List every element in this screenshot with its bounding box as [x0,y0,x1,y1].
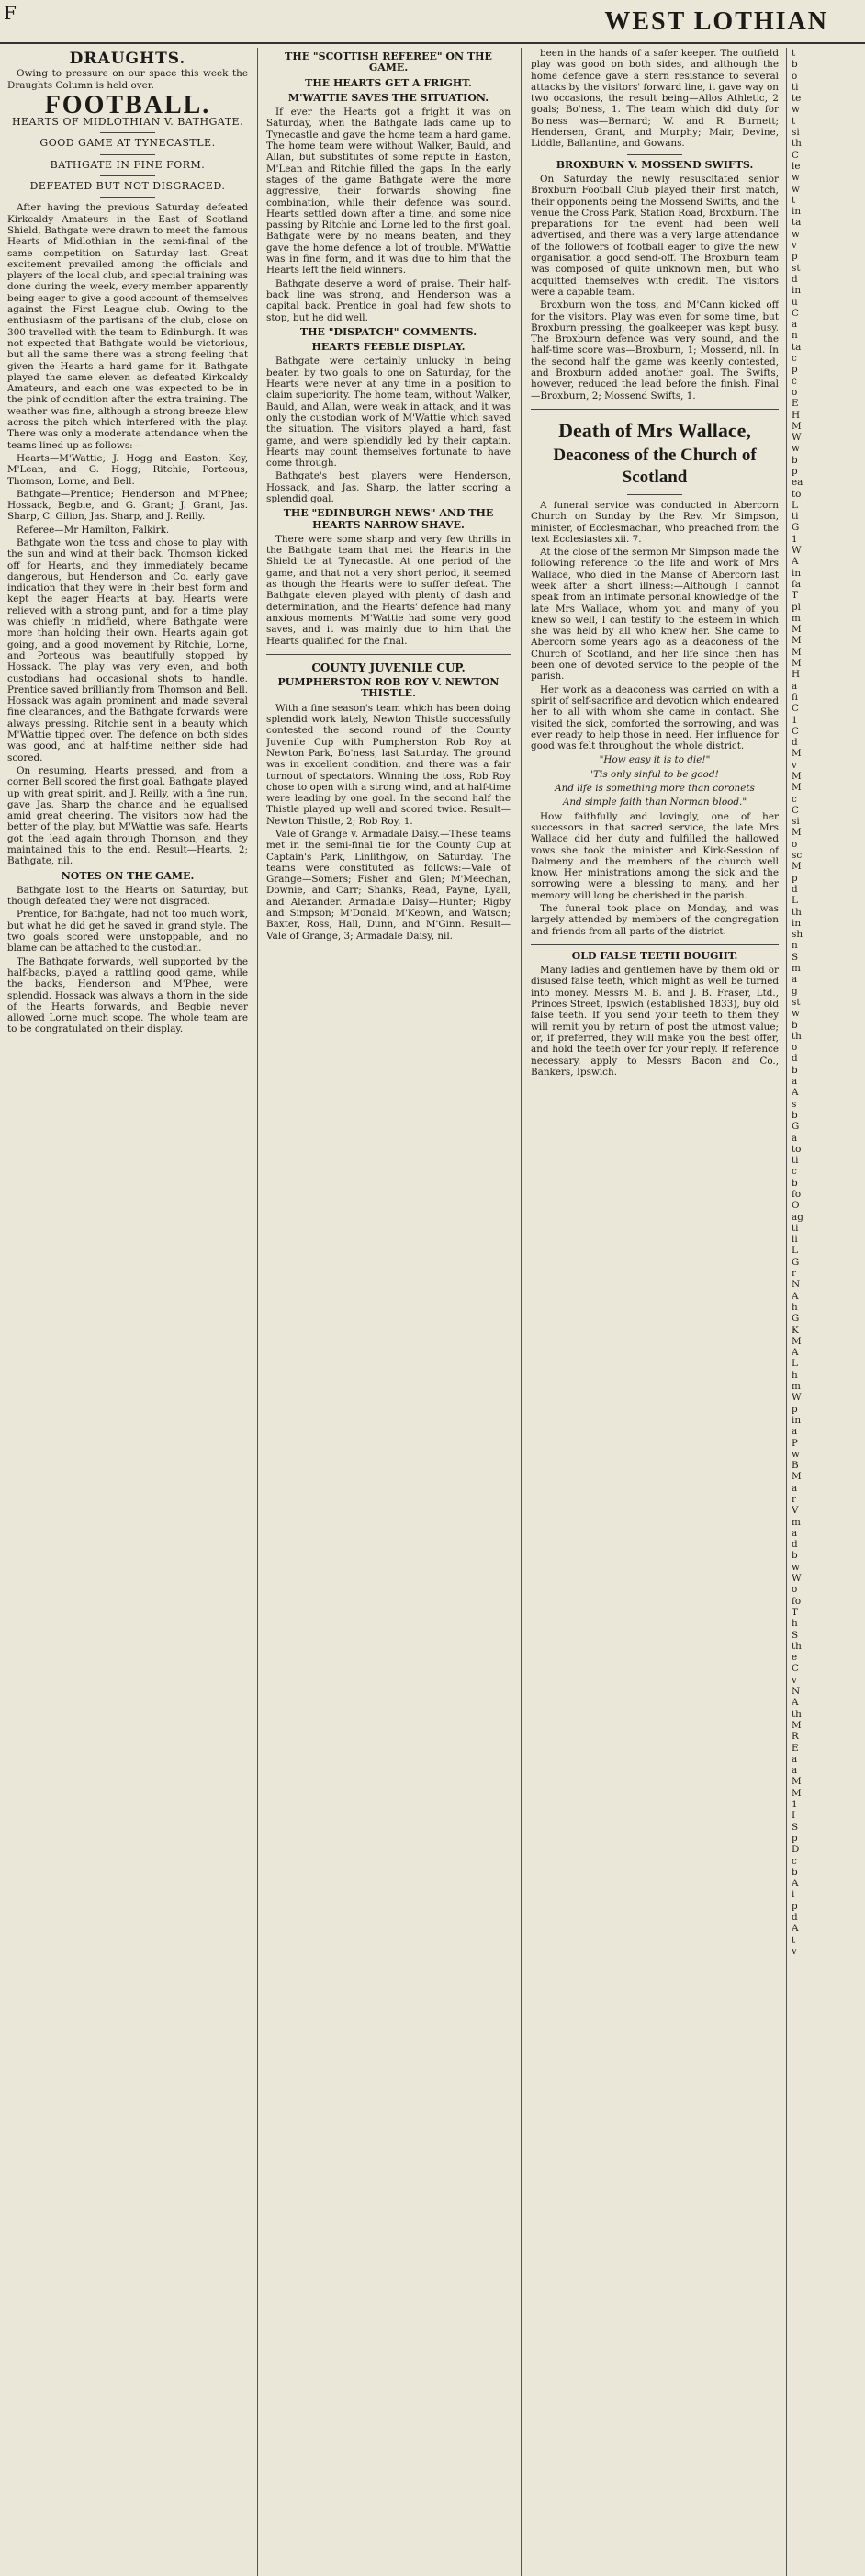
article-paragraph: After having the previous Saturday defeated Kirkcaldy Amateurs in the East of Scotland Shield, Bathgate were drawn to meet the famous Hearts of Midlothian in the semi-final of the same competition on Saturday last. Great excitement prevailed among the officials and players of the local club, and special training was done during the week, every member apparently being eager to give a good account of themselves against the First League club. Owing to the enthusiasm of the partisans of the club, close on 300 travelled with the team to Edinburgh. It was not expected that Bathgate would be victorious, but all the same there was a strong feeling that given the Hearts a hard game for it. Bathgate played the same eleven as defeated Kirkcaldy Amateurs, and each one was expected to be in the pink of condition after the extra training. The weather was fine, although a strong breeze blew across the pitch which interfered with the play. There was only a moderate attendance when the teams lined up as follows:— [7,202,248,451]
cropped-text-fragment: b [792,1177,798,1189]
cropped-text-fragment: a [792,319,798,331]
cropped-text-fragment: o [792,70,798,82]
article-paragraph: With a fine season's team which has been doing splendid work lately, Newton Thistle successfully contested the second round of the County Juvenile Cup with Pumpherston Rob Roy at Newton Park, Bo'ness, last Saturday. The ground was in excellent condition, and there was a fair turnout of spectators. Winning the toss, Rob Roy chose to open with a strong wind, and at half-time were leading by one goal. In the second half the Thistle played up well and scored twice. Result—Newton Thistle, 2; Rob Roy, 1. [266,702,511,827]
cropped-text-fragment: a [792,974,798,986]
cropped-text-fragment: T [792,1606,798,1618]
article-paragraph: The funeral took place on Monday, and was largely attended by members of the congregation and friends from all parts of the district. [531,903,779,937]
divider [627,154,682,155]
cropped-text-fragment: a [792,1132,798,1144]
cropped-text-fragment: H [792,409,801,421]
cropped-text-fragment: 1 [792,714,798,726]
cropped-text-fragment: st [792,996,801,1008]
cropped-text-fragment: C [792,149,799,161]
cropped-text-fragment: a [792,1426,798,1438]
poem-line: 'Tis only sinful to be good! [590,768,719,780]
article-paragraph: Bathgate lost to the Hearts on Saturday, but though defeated they were not disgraced. [7,884,248,908]
cropped-text-fragment: e [792,1652,798,1664]
cropped-text-fragment: a [792,1765,798,1777]
masthead-corner-mark: F [4,2,17,24]
cropped-text-fragment: p [792,364,798,376]
cropped-text-fragment: ag [792,1211,803,1223]
cropped-text-fragment: 1 [792,533,798,545]
cropped-text-fragment: I [792,1810,796,1822]
cropped-text-fragment: W [792,545,802,557]
cropped-text-fragment: w [792,1561,800,1573]
cropped-text-fragment: th [792,906,802,918]
article-paragraph: Hearts—M'Wattie; J. Hogg and Easton; Key, M'Lean, and G. Hogg; Ritchie, Porteous, Thomson, Lorne, and Bell. [7,452,248,487]
article-heading: THE "EDINBURGH NEWS" AND THE HEARTS NARROW SHAVE. [283,507,494,531]
cropped-text-fragment: m [792,612,801,624]
cropped-text-fragment: W [792,432,802,444]
cropped-text-fragment: c [792,375,797,387]
obituary-heading: Death of Mrs Wallace, [558,418,751,442]
article-paragraph: Bathgate—Prentice; Henderson and M'Phee; Hossack, Begbie, and G. Grant; J. Grant, Jas. Sharp, C. Gilion, Jas. Sharp, and J. Reilly. [7,488,248,523]
article-paragraph: On Saturday the newly resuscitated senior Broxburn Football Club played their first match, their opponents being the Mossend Swifts, and the venue the Cross Park, Station Road, Broxburn. The preparations for the event had been well advertised, and there was a very large attendance of the followers of football eager to give the new organisation a good send-off. The Broxburn team was composed of quite unknown men, but who acquitted themselves with credit. The visitors were a capable team. [531,173,779,298]
cropped-text-fragment: p [792,1832,798,1844]
cropped-text-fragment: A [792,1290,799,1302]
cropped-text-fragment: M [792,771,802,782]
cropped-text-fragment: w [792,228,800,240]
cropped-text-fragment: ti [792,1222,799,1234]
cropped-text-fragment: M [792,1787,802,1799]
cropped-text-fragment: m [792,1381,801,1393]
cropped-text-fragment: C [792,804,799,816]
football-heading: FOOTBALL. [44,90,211,119]
cropped-text-fragment: M [792,646,802,658]
cropped-text-fragment: O [792,1200,800,1212]
cropped-text-fragment: L [792,1358,798,1370]
cropped-text-fragment: n [792,330,798,342]
subheading: GOOD GAME AT TYNECASTLE. [39,137,216,150]
cropped-text-fragment: th [792,1708,802,1720]
divider [531,409,779,410]
match-heading: HEARTS OF MIDLOTHIAN V. BATHGATE. [11,116,244,129]
cropped-text-fragment: li [792,1234,798,1246]
obituary-subheading: Deaconess of the Church of Scotland [553,445,757,487]
cropped-text-fragment: m [792,963,801,975]
cropped-text-fragment: w [792,1008,800,1020]
cropped-text-fragment: r [792,1268,796,1280]
cropped-text-fragment: d [792,273,798,285]
cropped-text-fragment: o [792,838,798,850]
cropped-text-fragment: fa [792,578,802,590]
poem-line: And life is something more than coronets [555,783,755,795]
cropped-text-fragment: si [792,127,800,139]
cropped-text-fragment: N [792,1279,801,1291]
cropped-text-fragment: p [792,465,798,477]
masthead [0,0,865,44]
cropped-text-fragment: h [792,1301,798,1313]
cropped-text-fragment: V [792,1505,799,1517]
cropped-text-fragment: a [792,680,798,692]
cropped-text-fragment: w [792,104,800,116]
cropped-text-fragment: N [792,1686,801,1698]
cropped-text-fragment: G [792,1313,800,1325]
cropped-text-fragment: S [792,951,799,963]
column-rule [521,48,522,2576]
cropped-text-fragment: G [792,1256,800,1268]
cropped-text-fragment: p [792,872,798,884]
cropped-text-fragment: a [792,1076,798,1088]
cropped-text-fragment: A [792,1347,799,1359]
cropped-text-fragment: u [792,296,798,308]
cropped-text-fragment: fo [792,1188,802,1200]
poem-line: And simple faith than Norman blood." [562,797,747,808]
cropped-text-fragment: a [792,1482,798,1494]
cropped-text-fragment: M [792,782,802,794]
cropped-text-fragment: h [792,1369,798,1381]
cropped-text-fragment: C [792,307,799,319]
article-heading: COUNTY JUVENILE CUP. [311,661,466,674]
cropped-text-fragment: M [792,827,802,839]
article-paragraph: been in the hands of a safer keeper. The outfield play was good on both sides, and although the home defence gave a stern resistance to several attacks by the visitors' forward line, it gave way on two occasions, the result being—Allos Athletic, 2 goals; Bo'ness, 1. The team which did duty for Bo'ness was—Bernard; W. and R. Burnett; Hendersen, Grant, and Murphy; Mair, Devine, Liddle, Ballantine, and Gowans. [531,48,779,150]
article-paragraph: Her work as a deaconess was carried on with a spirit of self-sacrifice and devotion which endeared her to all with whom she came in contact. She visited the sick, comforted the sorrowing, and was ever ready to help those in need. Her influence for good was felt throughout the whole district. [531,684,779,752]
divider [100,175,155,176]
article-paragraph: The Bathgate forwards, well supported by the half-backs, played a rattling good game, while the backs, Henderson and M'Phee, were splendid. Hossack was always a thorn in the side of the Hearts forwards, and Begbie never allowed Lorne much scope. The whole team are to be congratulated on their display. [7,955,248,1035]
article-paragraph: There were some sharp and very few thrills in the Bathgate team that met the Hearts in the Shield tie at Tynecastle. At one period of the game, and that not a very short period, it seemed as though the Hearts were to suffer defeat. The Bathgate eleven played with plenty of dash and determination, and the Hearts' defence had many anxious moments. M'Wattie had some very good saves, and it was mainly due to him that the Hearts qualified for the final. [266,533,511,647]
cropped-text-fragment: M [792,658,802,670]
cropped-text-fragment: in [792,285,802,297]
cropped-text-fragment: G [792,1121,800,1133]
cropped-text-fragment: te [792,93,802,105]
cropped-text-fragment: t [792,1934,796,1946]
cropped-text-fragment: in [792,917,802,929]
divider [266,654,511,655]
cropped-text-fragment: v [792,1945,797,1957]
cropped-text-fragment: to [792,1143,802,1155]
cropped-text-fragment: E [792,398,799,410]
article-paragraph: On resuming, Hearts pressed, and from a corner Bell scored the first goal. Bathgate played up with great spirit, and J. Reilly, with a fine run, gave Jas. Sharp the chance and he equalised amid great cheering. The visitors now had the better of the play, but M'Wattie was safe. Hearts got the lead again through Thomson, and they maintained this to the end. Result—Hearts, 2; Bathgate, nil. [7,764,248,867]
cropped-text-fragment: d [792,1539,798,1551]
cropped-text-fragment: M [792,624,802,636]
column-2 [266,48,511,2576]
cropped-text-fragment: pl [792,601,801,613]
cropped-text-fragment: o [792,1584,798,1596]
article-heading: THE "DISPATCH" COMMENTS. [299,325,477,338]
cropped-text-fragment: st [792,262,801,274]
cropped-text-fragment: T [792,590,798,602]
cropped-text-fragment: b [792,59,798,71]
column-rule [257,48,258,2576]
cropped-text-fragment: le [792,160,801,172]
article-paragraph: Bathgate's best players were Henderson, Hossack, and Jas. Sharp, the latter scoring a splendid goal. [266,470,511,504]
cropped-text-fragment: B [792,1460,799,1472]
cropped-text-fragment: ea [792,477,803,489]
article-paragraph: Prentice, for Bathgate, had not too much work, but what he did get he saved in grand style. The two goals scored were unstoppable, and no blame can be attached to the custodian. [7,909,248,955]
cropped-text-fragment: p [792,1900,798,1912]
cropped-text-fragment: t [792,115,796,127]
cropped-text-fragment: w [792,172,800,184]
divider [531,944,779,945]
article-paragraph: Vale of Grange v. Armadale Daisy.—These teams met in the semi-final tie for the County Cup at Captain's Park, Linlithgow, on Saturday. The teams were constituted as follows:—Vale of Grange—Somers; Fisher and Glen; M'Meechan, Downie, and Carr; Shanks, Read, Payne, Lyall, and Alexander. Armadale Daisy—Hunter; Rigby and Simpson; M'Donald, M'Keown, and Watson; Baxter, Ross, Hall, Dunn, and M'Ginn. Result—Vale of Grange, 3; Armadale Daisy, nil. [266,829,511,942]
cropped-text-fragment: b [792,1019,798,1031]
cropped-text-fragment: W [792,1392,802,1404]
cropped-text-fragment: A [792,1923,799,1935]
cropped-text-fragment: n [792,940,798,952]
cropped-text-fragment: c [792,1166,797,1178]
cropped-text-fragment: S [792,1629,799,1641]
masthead-title: WEST LOTHIAN [604,7,828,36]
cropped-text-fragment: M [792,635,802,647]
cropped-text-fragment: c [792,793,797,805]
notes-heading: NOTES ON THE GAME. [61,869,195,882]
cropped-text-fragment: o [792,1042,798,1054]
cropped-text-fragment: M [792,1335,802,1347]
cropped-text-fragment: in [792,1414,802,1426]
draughts-note: Owing to pressure on our space this week the Draughts Column is held over. [7,68,248,91]
article-paragraph: Broxburn won the toss, and M'Cann kicked off for the visitors. Play was even for some time, but Broxburn pressing, the goalkeeper was kept busy. The Broxburn defence was very sound, and the half-time score was—Broxburn, 1; Mossend, nil. In the second half the game was keenly contested, and Broxburn added another goal. The Swifts, however, reduced the lead before the finish. Final—Broxburn, 2; Mossend Swifts, 1. [531,299,779,401]
cropped-text-fragment: w [792,1448,800,1460]
article-paragraph: Referee—Mr Hamilton, Falkirk. [17,524,170,536]
divider [627,494,682,495]
cropped-text-fragment: p [792,1403,798,1415]
cropped-text-fragment: th [792,1640,802,1652]
cropped-text-fragment: w [792,443,800,455]
cropped-text-fragment: M [792,1719,802,1731]
cropped-text-fragment: C [792,703,799,715]
cropped-text-fragment: W [792,1573,802,1585]
article-subheading: THE HEARTS GET A FRIGHT. [305,76,472,89]
column-rule [786,48,787,2576]
cropped-text-fragment: ti [792,81,799,93]
column-1 [7,48,248,2576]
cropped-text-fragment: t [792,194,796,206]
cropped-text-fragment: L [792,499,798,511]
cropped-text-fragment: v [792,1674,797,1686]
article-paragraph: A funeral service was conducted in Abercorn Church on Sunday by the Rev. Mr Simpson, minister, of Ecclesmachan, who preached from the text Ecclesiastes xii. 7. [531,499,779,545]
article-paragraph: Bathgate were certainly unlucky in being beaten by two goals to one on Saturday, for the Hearts were never at any time in a position to claim superiority. The home team, without Walker, Bauld, and Allan, were weak in attack, and it was only the custodian work of M'Wattie which saved the situation. The visitors played a hard, fast game, and were splendidly led by their captain. Hearts may count themselves fortunate to have come through. [266,356,511,469]
divider [100,132,155,133]
cropped-text-fragment: t [792,48,796,59]
cropped-text-fragment: b [792,1550,798,1562]
cropped-text-fragment: g [792,985,798,997]
advert-heading: OLD FALSE TEETH BOUGHT. [571,949,738,962]
cropped-text-fragment: G [792,522,800,534]
article-subheading: M'WATTIE SAVES THE SITUATION. [287,91,489,104]
article-paragraph: How faithfully and lovingly, one of her successors in that sacred service, the late Mrs Wallace did her duty and fulfilled the hallowed vows she took the minister and Kirk-Session of Dalmeny and the members of the church well know. Her ministrations among the sick and the sorrowing were a blessing to many, and her memory will long be cherished in the parish. [531,810,779,901]
article-heading: BROXBURN V. MOSSEND SWIFTS. [556,158,754,171]
cropped-text-fragment: a [792,1753,798,1765]
cropped-text-fragment: M [792,420,802,432]
cropped-text-fragment: ti [792,1155,799,1167]
cropped-text-fragment: M [792,748,802,760]
cropped-text-fragment: A [792,1697,799,1709]
column-4-cropped [792,48,865,2576]
cropped-text-fragment: A [792,1087,799,1099]
cropped-text-fragment: 1 [792,1799,798,1811]
cropped-text-fragment: s [792,1098,797,1110]
cropped-text-fragment: R [792,1731,799,1743]
cropped-text-fragment: b [792,1064,798,1076]
subheading: BATHGATE IN FINE FORM. [50,158,206,171]
cropped-text-fragment: M [792,1471,802,1483]
cropped-text-fragment: d [792,737,798,749]
cropped-text-fragment: in [792,206,802,218]
cropped-text-fragment: d [792,883,798,895]
cropped-text-fragment: A [792,556,799,568]
article-heading: THE "SCOTTISH REFEREE" ON THE GAME. [285,51,492,74]
cropped-text-fragment: sc [792,850,803,862]
cropped-text-fragment: th [792,138,802,150]
cropped-text-fragment: ta [792,217,802,229]
cropped-text-fragment: b [792,1109,798,1121]
article-paragraph: Bathgate deserve a word of praise. Their half-back line was strong, and Henderson was a capital back. Prentice in goal had few shots to stop, but he did well. [266,277,511,323]
draughts-heading: DRAUGHTS. [69,50,186,68]
cropped-text-fragment: w [792,183,800,195]
cropped-text-fragment: ti [792,511,799,523]
cropped-text-fragment: L [792,1245,798,1257]
article-paragraph: Bathgate won the toss and chose to play with the sun and wind at their back. Thomson kicked off for Hearts, and they immediately became dangerous, but Henderson and Co. early gave indication that they were in their best form and kept the eager Hearts at bay. Hearts were relieved with a strong punt, and for a time play was chiefly in midfield, where Bathgate were more than holding their own. Hearts again got going, and a good movement by Ritchie, Lorne, and Porteous was beautifully stopped by Hossack. The play was very even, and both custodians had occasional shots to handle. Prentice saved brilliantly from Thomson and Bell. Hossack was again prominent and made several fine clearances, and the Bathgate forwards were always pressing. Ritchie sent in a beauty which M'Wattie tipped over. The defence on both sides was good, and at half-time neither side had scored. [7,537,248,763]
cropped-text-fragment: E [792,1742,799,1754]
poem-line: "How easy it is to die!" [599,754,711,766]
cropped-text-fragment: a [792,1527,798,1539]
cropped-text-fragment: v [792,240,797,252]
cropped-text-fragment: b [792,1866,798,1878]
cropped-text-fragment: d [792,1053,798,1065]
article-subheading: HEARTS FEEBLE DISPLAY. [311,341,466,354]
cropped-text-fragment: p [792,251,798,263]
cropped-text-fragment: d [792,1911,798,1923]
cropped-text-fragment: M [792,1776,802,1788]
cropped-text-fragment: i [792,1889,795,1901]
cropped-text-fragment: c [792,1855,797,1867]
article-paragraph: If ever the Hearts got a fright it was on Saturday, when the Bathgate lads came up to Tynecastle and gave the home team a hard game. The home team were without Walker, Bauld, and Allan, but substitutes of some repute in Easton, M'Lean and Ritchie filled the gaps. In the early stages of the game Bathgate were the more aggressive, their forwards showing fine combination, while their defence was sound. Hearts settled down after a time, and some nice passing by Ritchie and Lorne led to the first goal. Bathgate were by no means beaten, and they gave the home defence a lot of trouble. M'Wattie was in fine form, and it was due to him that the Hearts left the field winners. [266,107,511,277]
cropped-text-fragment: to [792,488,802,500]
cropped-text-fragment: ta [792,341,802,353]
cropped-text-fragment: fi [792,691,798,703]
cropped-text-fragment: P [792,1437,798,1449]
cropped-text-fragment: b [792,454,798,466]
cropped-text-fragment: si [792,816,800,828]
divider [100,197,155,198]
cropped-text-fragment: r [792,1494,796,1505]
article-paragraph: At the close of the sermon Mr Simpson made the following reference to the life and work of Mrs Wallace, who died in the Manse of Abercorn last week after a short illness:—Although I cannot speak from an intimate personal knowledge of the late Mrs Wallace, whom you and many of you knew so well, I can testify to the esteem in which she was held by all who knew her. She came to Abercorn some years ago as a deaconess of the Church of Scotland, and her life since then has been one of devoted service to the people of the parish. [531,547,779,683]
subheading: DEFEATED BUT NOT DISGRACED. [29,180,226,193]
cropped-text-fragment: M [792,861,802,873]
cropped-text-fragment: in [792,567,802,579]
cropped-text-fragment: H [792,669,801,681]
advert-text: Many ladies and gentlemen have by them old or disused false teeth, which might as well be turned into money. Messrs M. B. and J. B. Fraser, Ltd., Princes Street, Ipswich (established 1833), buy old false teeth. If you send your teeth to them they will remit you by return of post the utmost value; or, if preferred, they will make you the best offer, and hold the teeth over for your reply. If reference necessary, apply to Messrs Bacon and Co., Bankers, Ipswich. [531,965,779,1078]
cropped-text-fragment: c [792,353,797,365]
cropped-text-fragment: S [792,1821,799,1833]
article-subheading: PUMPHERSTON ROB ROY V. NEWTON THISTLE. [277,676,500,700]
cropped-text-fragment: A [792,1878,799,1890]
cropped-text-fragment: sh [792,929,803,941]
cropped-text-fragment: K [792,1324,799,1336]
cropped-text-fragment: D [792,1844,800,1856]
cropped-text-fragment: fo [792,1595,802,1607]
cropped-text-fragment: v [792,759,797,771]
cropped-text-fragment: C [792,1663,799,1675]
cropped-text-fragment: L [792,895,798,907]
divider [100,154,155,155]
cropped-text-fragment: th [792,1030,802,1042]
cropped-text-fragment: C [792,725,799,737]
cropped-text-fragment: m [792,1516,801,1528]
cropped-text-fragment: o [792,386,798,398]
column-3 [531,48,779,2576]
cropped-text-fragment: h [792,1618,798,1630]
